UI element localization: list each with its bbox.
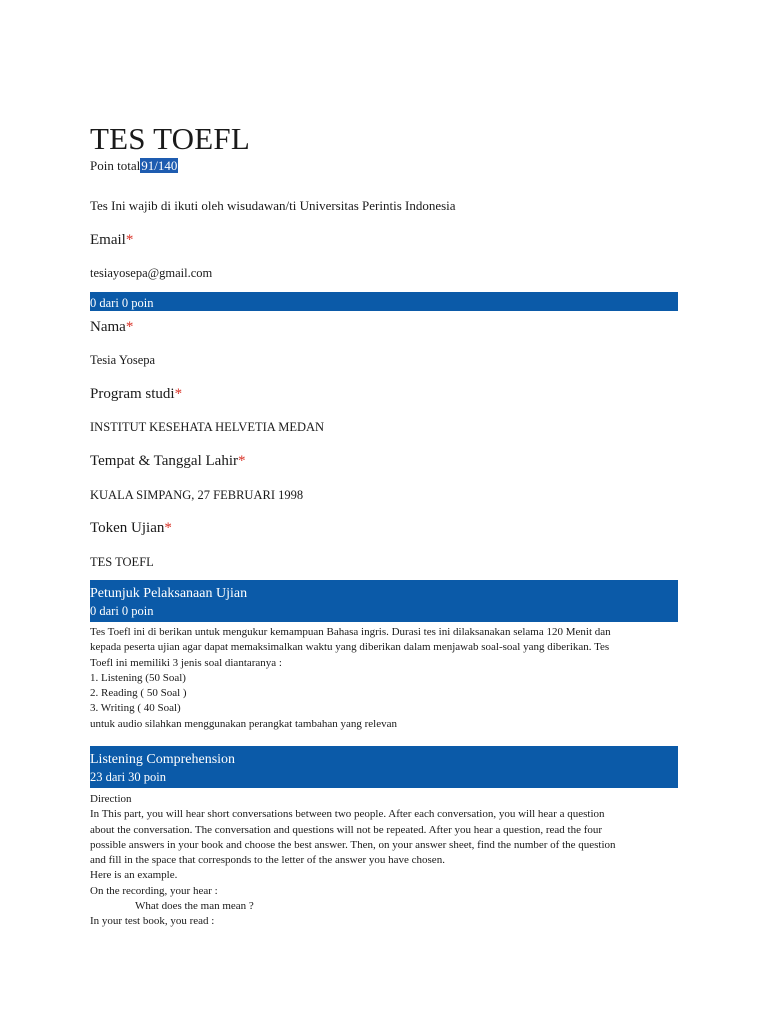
program-studi-value: INSTITUT KESEHATA HELVETIA MEDAN (90, 420, 325, 434)
required-mark: * (164, 520, 172, 536)
body-line: On the recording, your hear : (90, 884, 218, 897)
section-header-listening (90, 746, 678, 788)
required-mark: * (125, 232, 134, 248)
nama-label (90, 318, 133, 336)
form-description: Tes Ini wajib di ikuti oleh wisudawan/ti Universitas Perintis Indonesia (90, 198, 456, 213)
email-score-bar (90, 292, 678, 311)
body-line: In your test book, you read : (90, 915, 215, 928)
body-line: In This part, you will hear short conversations between two people. After each conversation, you will hear a question (90, 808, 605, 821)
body-line: 1. Listening (50 Soal) (90, 671, 186, 684)
tempat-tanggal-lahir-value: KUALA SIMPANG, 27 FEBRUARI 1998 (90, 488, 304, 502)
section-header-petunjuk (90, 580, 678, 622)
email-label (90, 231, 133, 249)
email-value: tesiayosepa@gmail.com (90, 266, 213, 280)
points-total (90, 158, 178, 174)
token-ujian-label (90, 519, 172, 537)
required-mark: * (238, 453, 246, 469)
email-label-text: Email (90, 232, 126, 248)
body-line: kepada peserta ujian agar dapat memaksimalkan waktu yang diberikan dalam menjawab soal-soal yang diberikan. Tes (90, 641, 610, 654)
tempat-tanggal-lahir-label (90, 452, 246, 470)
body-line: 2. Reading ( 50 Soal ) (90, 687, 187, 700)
body-line: Tes Toefl ini di berikan untuk mengukur kemampuan Bahasa ingris. Durasi tes ini dilaksanakan selama 120 Menit dan (90, 626, 611, 638)
body-line: Direction (90, 793, 132, 805)
required-mark: * (125, 319, 134, 335)
points-label: Poin total (90, 158, 141, 173)
body-line: possible answers in your book and choose the best answer. Then, on your answer sheet, find the number of the question (90, 838, 616, 851)
points-value: 91/140 (141, 158, 178, 173)
section-score: 0 dari 0 poin (90, 604, 154, 618)
body-line: untuk audio silahkan menggunakan perangkat tambahan yang relevan (90, 717, 397, 730)
email-score: 0 dari 0 poin (90, 296, 154, 310)
body-line: 3. Writing ( 40 Soal) (90, 702, 181, 715)
section-title: Listening Comprehension (90, 752, 236, 767)
body-line: Here is an example. (90, 869, 178, 882)
body-line: about the conversation. The conversation and questions will not be repeated. After you hear a question, read the four (90, 823, 603, 836)
page-title: TES TOEFL (90, 121, 250, 156)
required-mark: * (174, 386, 183, 402)
nama-label-text: Nama (90, 319, 126, 335)
section-score: 23 dari 30 poin (90, 770, 167, 784)
body-line: Toefl ini memiliki 3 jenis soal diantaranya : (90, 656, 282, 669)
token-ujian-value: TES TOEFL (90, 555, 154, 569)
nama-value: Tesia Yosepa (90, 353, 156, 367)
program-studi-label (90, 385, 182, 403)
body-line: and fill in the space that corresponds to the letter of the answer you have chosen. (90, 854, 445, 867)
body-line: What does the man mean ? (135, 900, 254, 913)
section-title: Petunjuk Pelaksanaan Ujian (90, 586, 248, 601)
tempat-tanggal-lahir-label-text: Tempat & Tanggal Lahir (90, 453, 238, 469)
token-ujian-label-text: Token Ujian (90, 520, 165, 536)
section-body-petunjuk (90, 625, 678, 732)
program-studi-label-text: Program studi (90, 386, 175, 402)
section-body-listening (90, 792, 678, 930)
